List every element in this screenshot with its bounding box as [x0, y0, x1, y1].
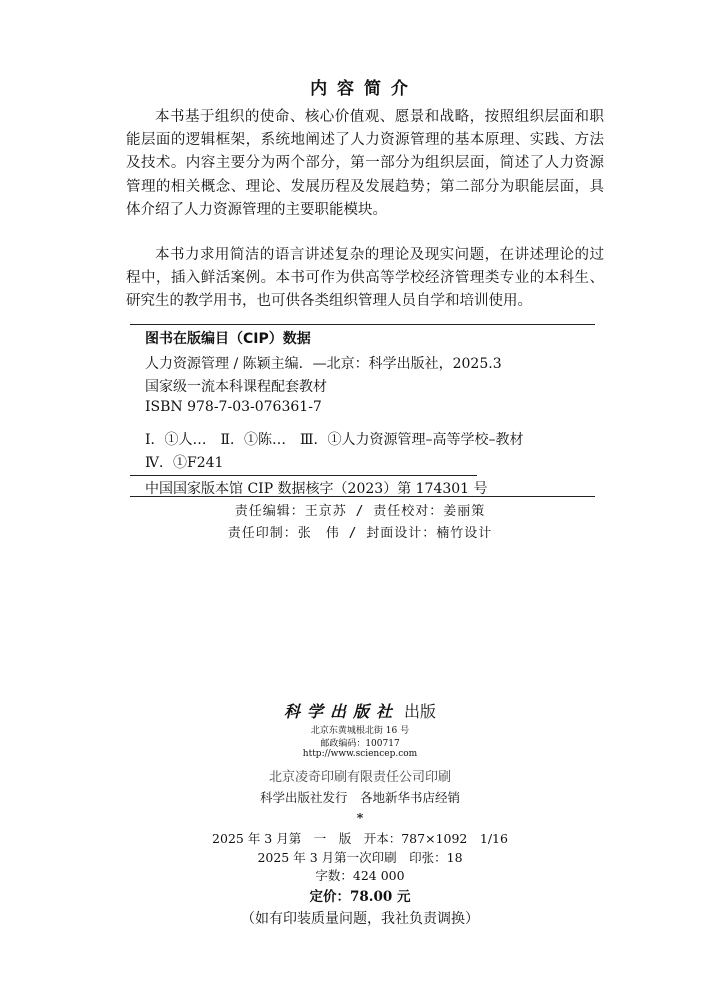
- publisher-website: http://www.sciencep.com: [302, 749, 418, 759]
- intro-paragraph-1-text: 本书基于组织的使命、核心价值观、愿景和战略，按照组织层面和职能层面的逻辑框架，系统地阐述了人力资源管理的基本原理、实践、方法及技术。内容主要分为两个部分，第一部分为组织层面，简述了人力资源管理的相关概念、理论、发展历程及发展趋势；第二部分为职能层面，具体介绍了人力资源管理的主要职能模块。: [126, 109, 604, 218]
- distribution-line: 科学出版社发行 各地新华书店经销: [259, 790, 460, 805]
- intro-paragraph-2: [126, 244, 604, 314]
- intro-paragraph-1: [126, 106, 604, 222]
- cip-isbn: ISBN 978-7-03-076361-7: [145, 399, 322, 415]
- intro-title: 内 容 简 介: [310, 79, 410, 99]
- intro-paragraph-2-text: 本书力求用简洁的语言讲述复杂的理论及现实问题，在讲述理论的过程中，插入鲜活案例。本书可作为供高等学校经济管理类专业的本科生、研究生的教学用书，也可供各类组织管理人员自学和培训使用。: [126, 247, 604, 310]
- publisher-name: [0, 699, 720, 722]
- printer-line: 北京凌奇印刷有限责任公司印刷: [268, 770, 451, 785]
- cip-record-number: 中国国家版本馆 CIP 数据核字（2023）第 174301 号: [145, 481, 488, 497]
- cip-top-rule: [130, 324, 595, 325]
- publisher-address: 北京东黄城根北街 16 号: [310, 726, 410, 736]
- credits-line-1: 责任编辑：王京苏 / 责任校对：姜丽策: [234, 504, 486, 519]
- credits-line-2: 责任印制：张 伟 / 封面设计：楠竹设计: [227, 526, 493, 541]
- printing-line: 2025 年 3 月第一次印刷 印张：18: [257, 850, 463, 865]
- cip-heading: 图书在版编目（CIP）数据: [145, 331, 311, 347]
- cip-bottom-rule: [130, 496, 595, 497]
- word-count: 字数：424 000: [315, 868, 405, 883]
- publisher-seal: 科学出版社: [283, 702, 399, 721]
- price: 定价：78.00 元: [309, 889, 411, 905]
- cip-mid-rule: [130, 475, 477, 476]
- quality-notice: （如有印装质量问题，我社负责调换）: [241, 911, 479, 927]
- publisher-postcode: 邮政编码：100717: [320, 739, 400, 749]
- cip-series-line: 国家级一流本科课程配套教材: [145, 379, 327, 395]
- separator-star: *: [356, 810, 364, 825]
- publisher-suffix: 出版: [404, 702, 437, 721]
- cip-classification-2: Ⅳ．①F241: [145, 455, 224, 471]
- edition-line: 2025 年 3 月第 一 版 开本：787×1092 1/16: [212, 831, 508, 846]
- cip-classification-1: Ⅰ．①人… Ⅱ．①陈… Ⅲ．①人力资源管理–高等学校–教材: [145, 432, 524, 448]
- cip-title-line: 人力资源管理 / 陈颖主编．—北京：科学出版社，2025.3: [145, 356, 502, 372]
